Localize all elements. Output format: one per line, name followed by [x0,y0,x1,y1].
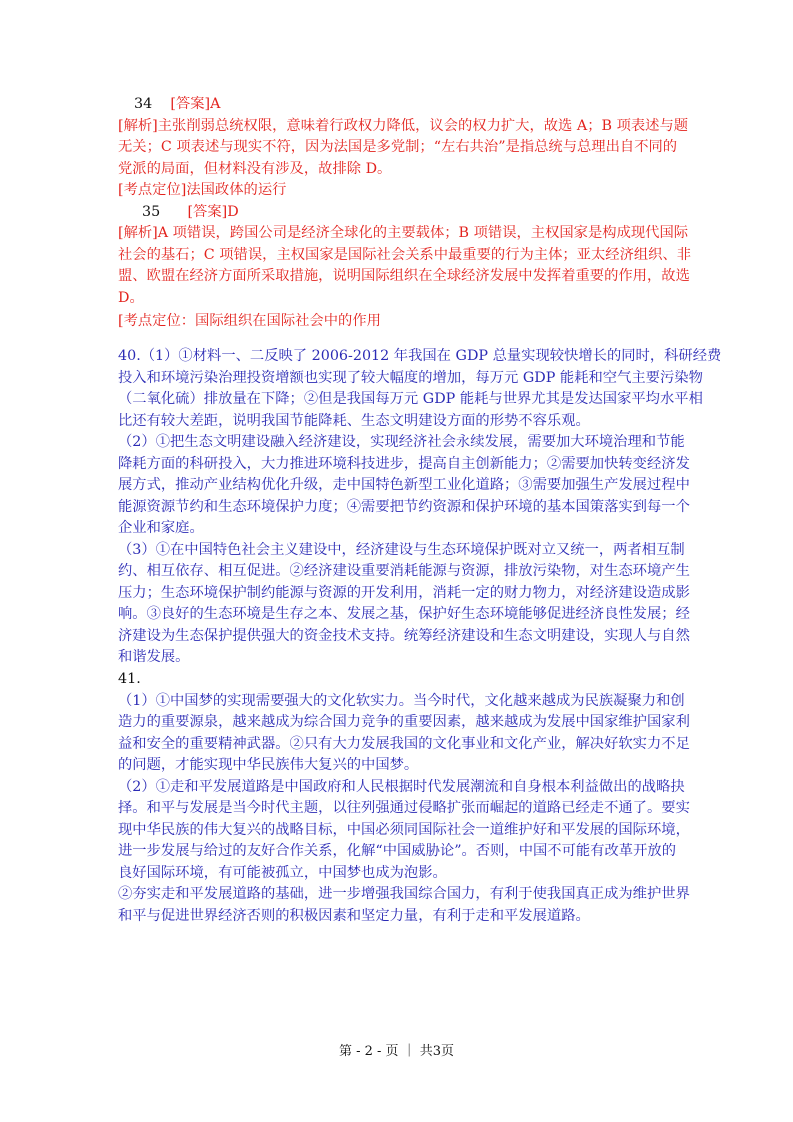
q35-header [118,202,676,224]
analysis-line: [解析]A 项错误，跨国公司是经济全球化的主要载体；B 项错误，主权国家是构成现代国际 [118,225,689,241]
answer-line: 现中华民族的伟大复兴的战略目标，中国必须同国际社会一道维护好和平发展的国际环境， [118,821,690,838]
q34-header [118,94,676,116]
answer-line: 济建设为生态保护提供强大的资金技术支持。统筹经济建设和生态文明建设，实现人与自然 [118,627,690,644]
answer-line: （二氧化硫）排放量在下降；②但是我国每万元 GDP 能耗与世界尤其是发达国家平均水平相 [118,391,703,407]
question-number: 34 [134,96,153,112]
answer-line: 择。和平与发展是当今时代主题，以往列强通过侵略扩张而崛起的道路已经走不通了。要实 [118,800,690,816]
answer-line: 响。③良好的生态环境是生存之本、发展之基，保护好生态环境能够促进经济良性发展；经 [118,606,690,622]
analysis-line: [解析]主张削弱总统权限，意味着行政权力降低，议会的权力扩大，故选 A；B 项表述与题 [118,117,689,134]
key-point: [考点定位：国际组织在国际社会中的作用 [118,313,381,329]
answer-line: 企业和家庭。 [118,520,204,536]
analysis-line: 无关；C 项表述与现实不符，因为法国是多党制；“左右共治”是指总统与总理出自不同的 [118,139,678,155]
question-number: 35 [142,203,161,220]
answer-41 [118,669,690,927]
answer-line: （1）①中国梦的实现需要强大的文化软实力。当今时代，文化越来越成为民族凝聚力和创 [118,692,685,709]
answer-line: 的问题，才能实现中华民族伟大复兴的中国梦。 [118,757,419,773]
answer-line: 和平与促进世界经济否则的积极因素和坚定力量，有利于走和平发展道路。 [118,907,590,924]
answer-label: [答案]D [187,203,239,220]
answer-line: （3）①在中国特色社会主义建设中，经济建设与生态环境保护既对立又统一，两者相互制 [118,541,685,558]
answer-line: （2）①把生态文明建设融入经济建设，实现经济社会永续发展，需要加大环境治理和节能 [118,434,685,450]
answer-line: 约、相互依存、相互促进。②经济建设重要消耗能源与资源，排放污染物，对生态环境产生 [118,563,690,579]
analysis-line: 盟、欧盟在经济方面所采取措施，说明国际组织在全球经济发展中发挥着重要的作用，故选 [118,268,690,284]
answer-line: 益和安全的重要精神武器。②只有大力发展我国的文化事业和文化产业，解决好软实力不足 [118,735,690,752]
answer-line: 展方式，推动产业结构优化升级，走中国特色新型工业化道路；③需要加强生产发展过程中 [118,477,690,493]
answer-line: 和谐发展。 [118,649,190,665]
analysis-line: 社会的基石；C 项错误，主权国家是国际社会关系中最重要的行为主体；亚太经济组织、非 [118,246,692,263]
answer-label: [答案]A [170,96,221,112]
analysis-line: 党派的局面，但材料没有涉及，故排除 D。 [118,160,392,177]
analysis-line: D。 [118,289,144,306]
question-number: 41. [118,671,141,687]
answer-line: 40.（1）①材料一、二反映了 2006-2012 年我国在 GDP 总量实现较快增长的同时，科研经费 [118,348,722,364]
answer-line: 比还有较大差距，说明我国节能降耗、生态文明建设方面的形势不容乐观。 [118,412,590,429]
answer-line: 投入和环境污染治理投资增额也实现了较大幅度的增加，每万元 GDP 能耗和空气主要污染物 [118,369,703,386]
answer-40 [118,346,722,669]
answer-line: ②夯实走和平发展道路的基础，进一步增强我国综合国力，有利于使我国真正成为维护世界 [118,886,690,902]
answer-line: 进一步发展与给过的友好合作关系，化解“中国威胁论”。否则，中国不可能有改革开放的 [118,843,676,859]
answer-line: （2）①走和平发展道路是中国政府和人民根据时代发展潮流和自身根本利益做出的战略抉 [118,778,685,795]
answer-line: 降耗方面的科研投入，大力推进环境科技进步，提高自主创新能力；②需要加快转变经济发 [118,455,690,472]
answers-34-35 [118,94,692,333]
page-footer: 第 - 2 - 页 ｜ 共3页 [338,1044,455,1059]
key-point: [考点定位]法国政体的运行 [118,182,287,198]
answer-line: 良好国际环境，有可能被孤立，中国梦也成为泡影。 [118,864,447,881]
answer-line: 造力的重要源泉，越来越成为综合国力竞争的重要因素，越来越成为发展中国家维护国家利 [118,714,690,730]
answer-line: 能源资源节约和生态环境保护力度；④需要把节约资源和保护环境的基本国策落实到每一个 [118,498,690,515]
answer-line: 压力；生态环境保护制约能源与资源的开发利用，消耗一定的财力物力，对经济建设造成影 [118,584,690,601]
